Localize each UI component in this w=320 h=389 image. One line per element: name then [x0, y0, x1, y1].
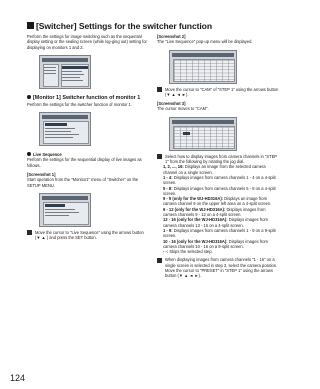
- option-item: 1 - 4: Displays images from camera channels 1 - 4 on a 4-split screen.: [163, 174, 276, 186]
- intro-paragraph: Perform the settings for image switching such as the sequential display setting or the sealing screen (while log-ging out) setting for displaying on monitors 1 and 2.: [27, 34, 147, 50]
- heading-square-icon: [27, 22, 34, 29]
- page-heading: [27, 21, 287, 31]
- page-number: 124: [10, 373, 26, 383]
- step-4: [157, 257, 279, 278]
- option-list: [157, 164, 279, 254]
- screenshot-monitor1-menu: [39, 112, 91, 146]
- screenshot3-desc: The cursor moves to "CAM".: [157, 106, 209, 112]
- screenshot2-title: [Screenshot 2]: [157, 34, 186, 39]
- right-column: [157, 34, 279, 279]
- step-number-icon: [27, 230, 32, 235]
- step-3: [157, 154, 279, 165]
- live-sequence-title: Live Sequence: [27, 152, 149, 157]
- step-number-icon: [157, 154, 162, 159]
- page-heading-text: [Switcher] Settings for the switcher function: [36, 21, 212, 31]
- bullet-dot-icon: [27, 95, 31, 99]
- option-item: 9 - 12 (only for the WJ-HD316A): Displays images from camera channels 9 - 12 on a 4-split screen.: [163, 206, 266, 218]
- screenshot-setup-menu: [39, 55, 91, 89]
- screenshot1-desc: Start operation from the "Monitor1" menu of "Switcher" on the SETUP MENU.: [27, 177, 139, 188]
- step-2: [157, 87, 279, 98]
- screenshot-2-live-sequence: [169, 50, 237, 84]
- step-3-text: Select how to display images from camera channels in "STEP 1" from the following by rotating the jog dial.: [165, 153, 277, 165]
- screenshot2-desc: The "Live Sequence" pop-up menu will be displayed.: [157, 39, 253, 45]
- option-item: 10 - 16 (only for the WJ-HD316A): Displays images from camera channels 10 - 16 on a 9-split screen.: [163, 238, 268, 249]
- step-number-icon: [157, 258, 162, 263]
- live-sequence-desc: Perform the settings for the sequential display of live images as follows.: [27, 157, 142, 168]
- step-1: [27, 230, 149, 241]
- monitor-section-desc: Perform the settings for the switcher function of monitor 1.: [27, 101, 132, 107]
- screenshot-3-cursor-cam: [169, 117, 237, 151]
- monitor-section-title: [Monitor 1] Switcher function of monitor 1: [27, 95, 149, 102]
- option-item: 1, 2, ..., 16: Displays an image from the selected camera channel on a single screen.: [163, 164, 266, 175]
- left-column: [27, 34, 149, 241]
- option-item: - -: Skips the selected step.: [163, 249, 213, 255]
- option-item: 13 - 16 (only for the WJ-HD316A): Displays images from camera channels 13 - 16 on a 4-split screen.: [163, 217, 268, 228]
- bullet-dot-icon: [27, 152, 31, 156]
- option-item: 5 - 8: Displays images from camera channels 5 - 8 on a 4-split screen.: [163, 185, 276, 196]
- option-item: 9 - 9 (only for the WJ-HD316A): Displays an image from camera channel 9 on the upper left area on a 4-split screen.: [163, 196, 272, 207]
- step-4-text: When displaying images from camera channels "1 - 16" on a single screen is selected in step 3, select the camera position. Move the cursor to "PRESET" in "STEP 1" using the arrows button (▼ ▲ ◄ ►).: [165, 257, 278, 279]
- screenshot3-title: [Screenshot 3]: [157, 101, 186, 107]
- option-item: 1 - 9: Displays images from camera channels 1 - 9 on a 9-split screen.: [163, 227, 276, 239]
- screenshot-1: [39, 193, 91, 227]
- step-2-text: Move the cursor to "CAM" of "STEP 1" using the arrows button (▼ ▲ ◄ ►).: [165, 86, 279, 97]
- step-number-icon: [157, 87, 162, 92]
- screenshot1-title: [Screenshot 1]: [27, 172, 56, 178]
- step-1-text: Move the cursor to "Live Sequence" using the arrows button (▼ ▲ ) and press the SET button.: [35, 229, 144, 241]
